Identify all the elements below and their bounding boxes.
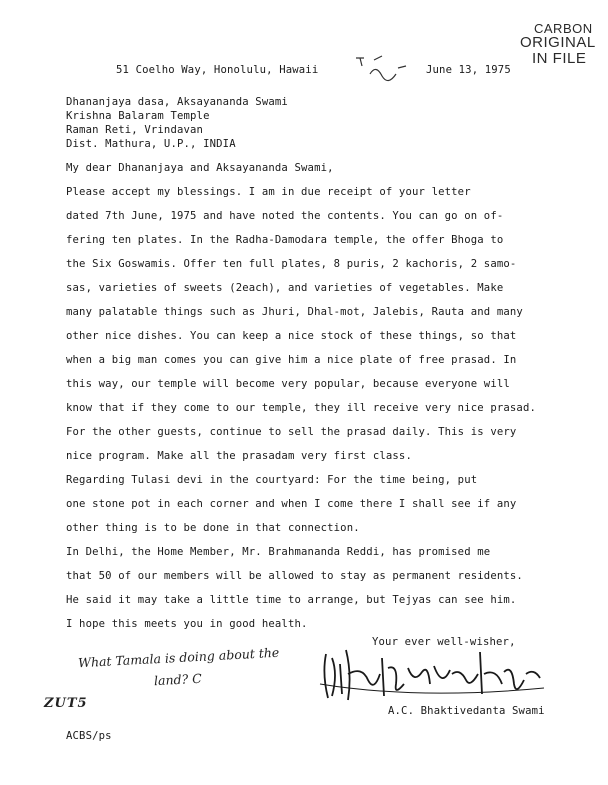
recipient-line-1: Dhananjaya dasa, Aksayananda Swami <box>66 96 288 108</box>
body-line: I hope this meets you in good health. <box>66 618 308 630</box>
signature-name: A.C. Bhaktivedanta Swami <box>388 705 545 717</box>
body-line: many palatable things such as Jhuri, Dhal-mot, Jalebis, Rauta and many <box>66 306 523 318</box>
recipient-line-3: Raman Reti, Vrindavan <box>66 124 204 136</box>
body-line: fering ten plates. In the Radha-Damodara temple, the offer Bhoga to <box>66 234 504 246</box>
reference-initials: ACBS/ps <box>66 730 112 742</box>
sender-address: 51 Coelho Way, Honolulu, Hawaii <box>116 64 319 76</box>
body-line: that 50 of our members will be allowed to stay as permanent residents. <box>66 570 523 582</box>
body-line: nice program. Make all the prasadam very first class. <box>66 450 412 462</box>
body-line: Regarding Tulasi devi in the courtyard: For the time being, put <box>66 474 478 486</box>
handwritten-initials: ZUT5 <box>44 696 88 711</box>
body-line: other thing is to be done in that connection. <box>66 522 360 534</box>
handwritten-note-line-1: What Tamala is doing about the <box>77 644 280 671</box>
body-line: He said it may take a little time to arrange, but Tejyas can see him. <box>66 594 517 606</box>
recipient-line-4: Dist. Mathura, U.P., INDIA <box>66 138 236 150</box>
stamp-line-original: ORIGINAL <box>520 34 596 51</box>
date-scribble-mark <box>352 52 412 92</box>
body-line: this way, our temple will become very popular, because everyone will <box>66 378 510 390</box>
body-line: dated 7th June, 1975 and have noted the contents. You can go on of- <box>66 210 504 222</box>
body-line: Please accept my blessings. I am in due receipt of your letter <box>66 186 471 198</box>
body-line: know that if they come to our temple, they ill receive very nice prasad. <box>66 402 537 414</box>
recipient-line-2: Krishna Balaram Temple <box>66 110 210 122</box>
body-line: In Delhi, the Home Member, Mr. Brahmananda Reddi, has promised me <box>66 546 491 558</box>
body-line: one stone pot in each corner and when I come there I shall see if any <box>66 498 517 510</box>
handwritten-signature <box>318 644 548 706</box>
salutation: My dear Dhananjaya and Aksayananda Swami, <box>66 162 334 174</box>
stamp-line-carbon: CARBON <box>534 21 593 36</box>
body-line: other nice dishes. You can keep a nice stock of these things, so that <box>66 330 517 342</box>
handwritten-note-line-2: land? C <box>153 670 203 689</box>
closing: Your ever well-wisher, <box>372 636 516 648</box>
letter-date: June 13, 1975 <box>426 64 511 76</box>
body-line: when a big man comes you can give him a nice plate of free prasad. In <box>66 354 517 366</box>
stamp-line-in-file: IN FILE <box>532 50 587 67</box>
body-line: For the other guests, continue to sell the prasad daily. This is very <box>66 426 517 438</box>
body-line: sas, varieties of sweets (2each), and varieties of vegetables. Make <box>66 282 504 294</box>
body-line: the Six Goswamis. Offer ten full plates, 8 puris, 2 kachoris, 2 samo- <box>66 258 517 270</box>
carbon-original-stamp <box>520 22 608 67</box>
